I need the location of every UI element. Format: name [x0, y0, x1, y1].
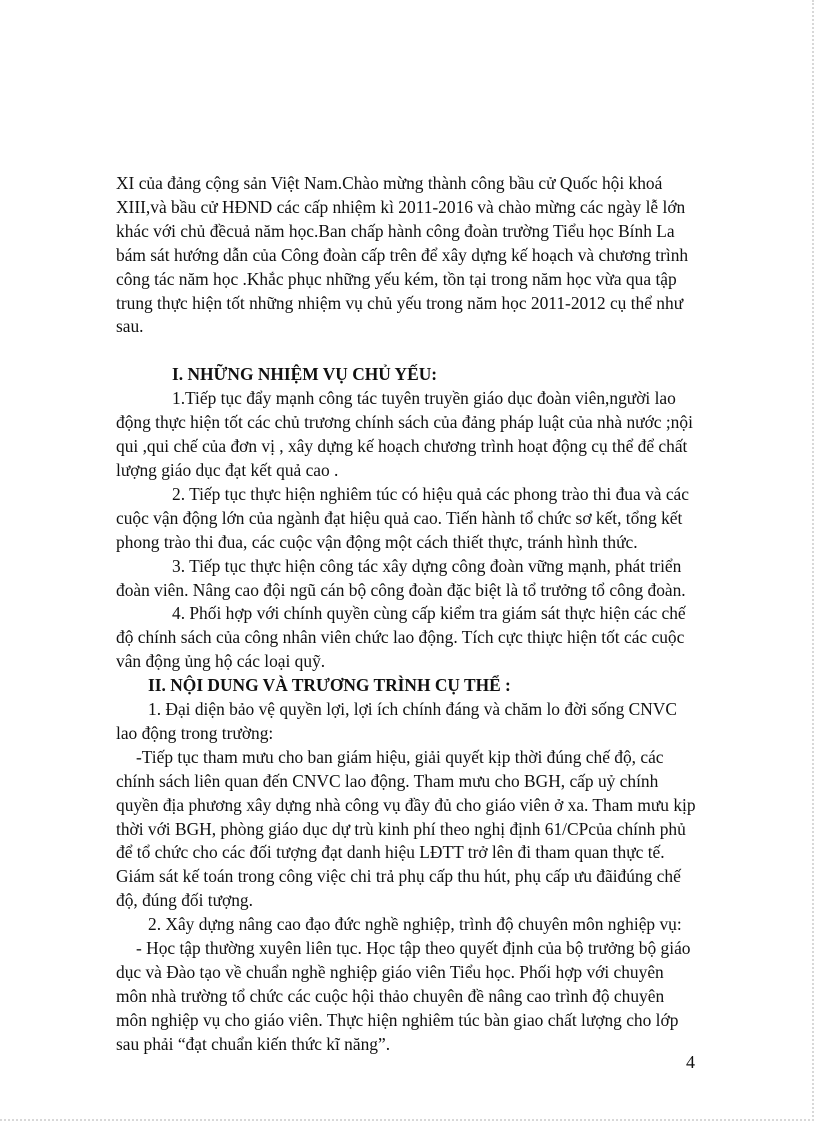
document-body	[116, 172, 698, 1057]
section-1-item-2: 2. Tiếp tục thực hiện nghiêm túc có hiệu quả các phong trào thi đua và các cuộc vận động lớn của ngành đạt hiệu quả cao. Tiến hành tổ chức sơ kết, tổng kết phong trào thi đua, các cuộc vận động một cách thiết thực, tránh hình thức.	[116, 483, 689, 552]
section-2-paragraph-3: 2. Xây dựng nâng cao đạo đức nghề nghiệp, trình độ chuyên môn nghiệp vụ:	[148, 914, 682, 935]
section-1-item-3: 3. Tiếp tục thực hiện công tác xây dựng công đoàn vững mạnh, phát triển đoàn viên. Nâng cao đội ngũ cán bộ công đoàn đặc biệt là tổ trưởng tổ công đoàn.	[116, 555, 686, 600]
section-2-paragraph-1: 1. Đại diện bảo vệ quyền lợi, lợi ích chính đáng và chăm lo đời sống CNVC lao động trong trường:	[116, 699, 677, 743]
section-1-heading: I. NHỮNG NHIỆM VỤ CHỦ YẾU:	[172, 364, 438, 385]
section-1-item-4: 4. Phối hợp với chính quyền cùng cấp kiểm tra giám sát thực hiện các chế độ chính sách của công nhân viên chức lao động. Tích cực thiực hiện tốt các cuộc vân động ủng hộ các loại quỹ.	[116, 603, 686, 672]
section-2-paragraph-4: - Học tập thường xuyên liên tục. Học tập theo quyết định của bộ trưởng bộ giáo dục và Đào tạo về chuẩn nghề nghiệp giáo viên Tiểu học. Phối hợp với chuyên môn nhà trường tổ chức các cuộc hội thảo chuyên đề nâng cao trình độ chuyên môn nghiệp vụ cho giáo viên. Thực hiện nghiêm túc bàn giao chất lượng cho lớp sau phải “đạt chuẩn kiến thức kĩ năng”.	[116, 938, 691, 1054]
section-1-item-1: 1.Tiếp tục đẩy mạnh công tác tuyên truyền giáo dục đoàn viên,người lao động thực hiện tốt các chủ trương chính sách của đảng pháp luật của nhà nước ;nội qui ,qui chế của đơn vị , xây dựng kế hoạch chương trình hoạt động cụ thể để chất lượng giáo dục đạt kết quả cao .	[116, 388, 693, 480]
page-number: 4	[686, 1052, 695, 1072]
intro-paragraph: XI của đảng cộng sản Việt Nam.Chào mừng thành công bầu cử Quốc hội khoá XIII,và bầu cử HĐND các cấp nhiệm kì 2011-2016 và chào mừng các ngày lễ lớn khác với chủ đềcuả năm học.Ban chấp hành công đoàn trường Tiểu học Bính La bám sát hướng dẫn của Công đoàn cấp trên để xây dựng kế hoạch và chương trình công tác năm học .Khắc phục những yếu kém, tồn tại trong năm học vừa qua tập trung thực hiện tốt những nhiệm vụ chủ yếu trong năm học 2011-2012 cụ thể như sau.	[116, 173, 689, 337]
section-2-heading: II. NỘI DUNG VÀ TRƯƠNG TRÌNH CỤ THỂ :	[148, 675, 511, 696]
section-2-paragraph-2: -Tiếp tục tham mưu cho ban giám hiệu, giải quyết kịp thời đúng chế độ, các chính sách liên quan đến CNVC lao động. Tham mưu cho BGH, cấp uỷ chính quyền địa phương xây dựng nhà công vụ đầy đủ cho giáo viên ở xa. Tham mưu kịp thời với BGH, phòng giáo dục dự trù kinh phí theo nghị định 61/CPcủa chính phủ để tổ chức cho các đối tượng đạt danh hiệu LĐTT trở lên đi tham quan thực tế. Giám sát kế toán trong công việc chi trả phụ cấp thu hút, phụ cấp ưu đãiđúng chế độ, đúng đối tượng.	[116, 746, 696, 911]
